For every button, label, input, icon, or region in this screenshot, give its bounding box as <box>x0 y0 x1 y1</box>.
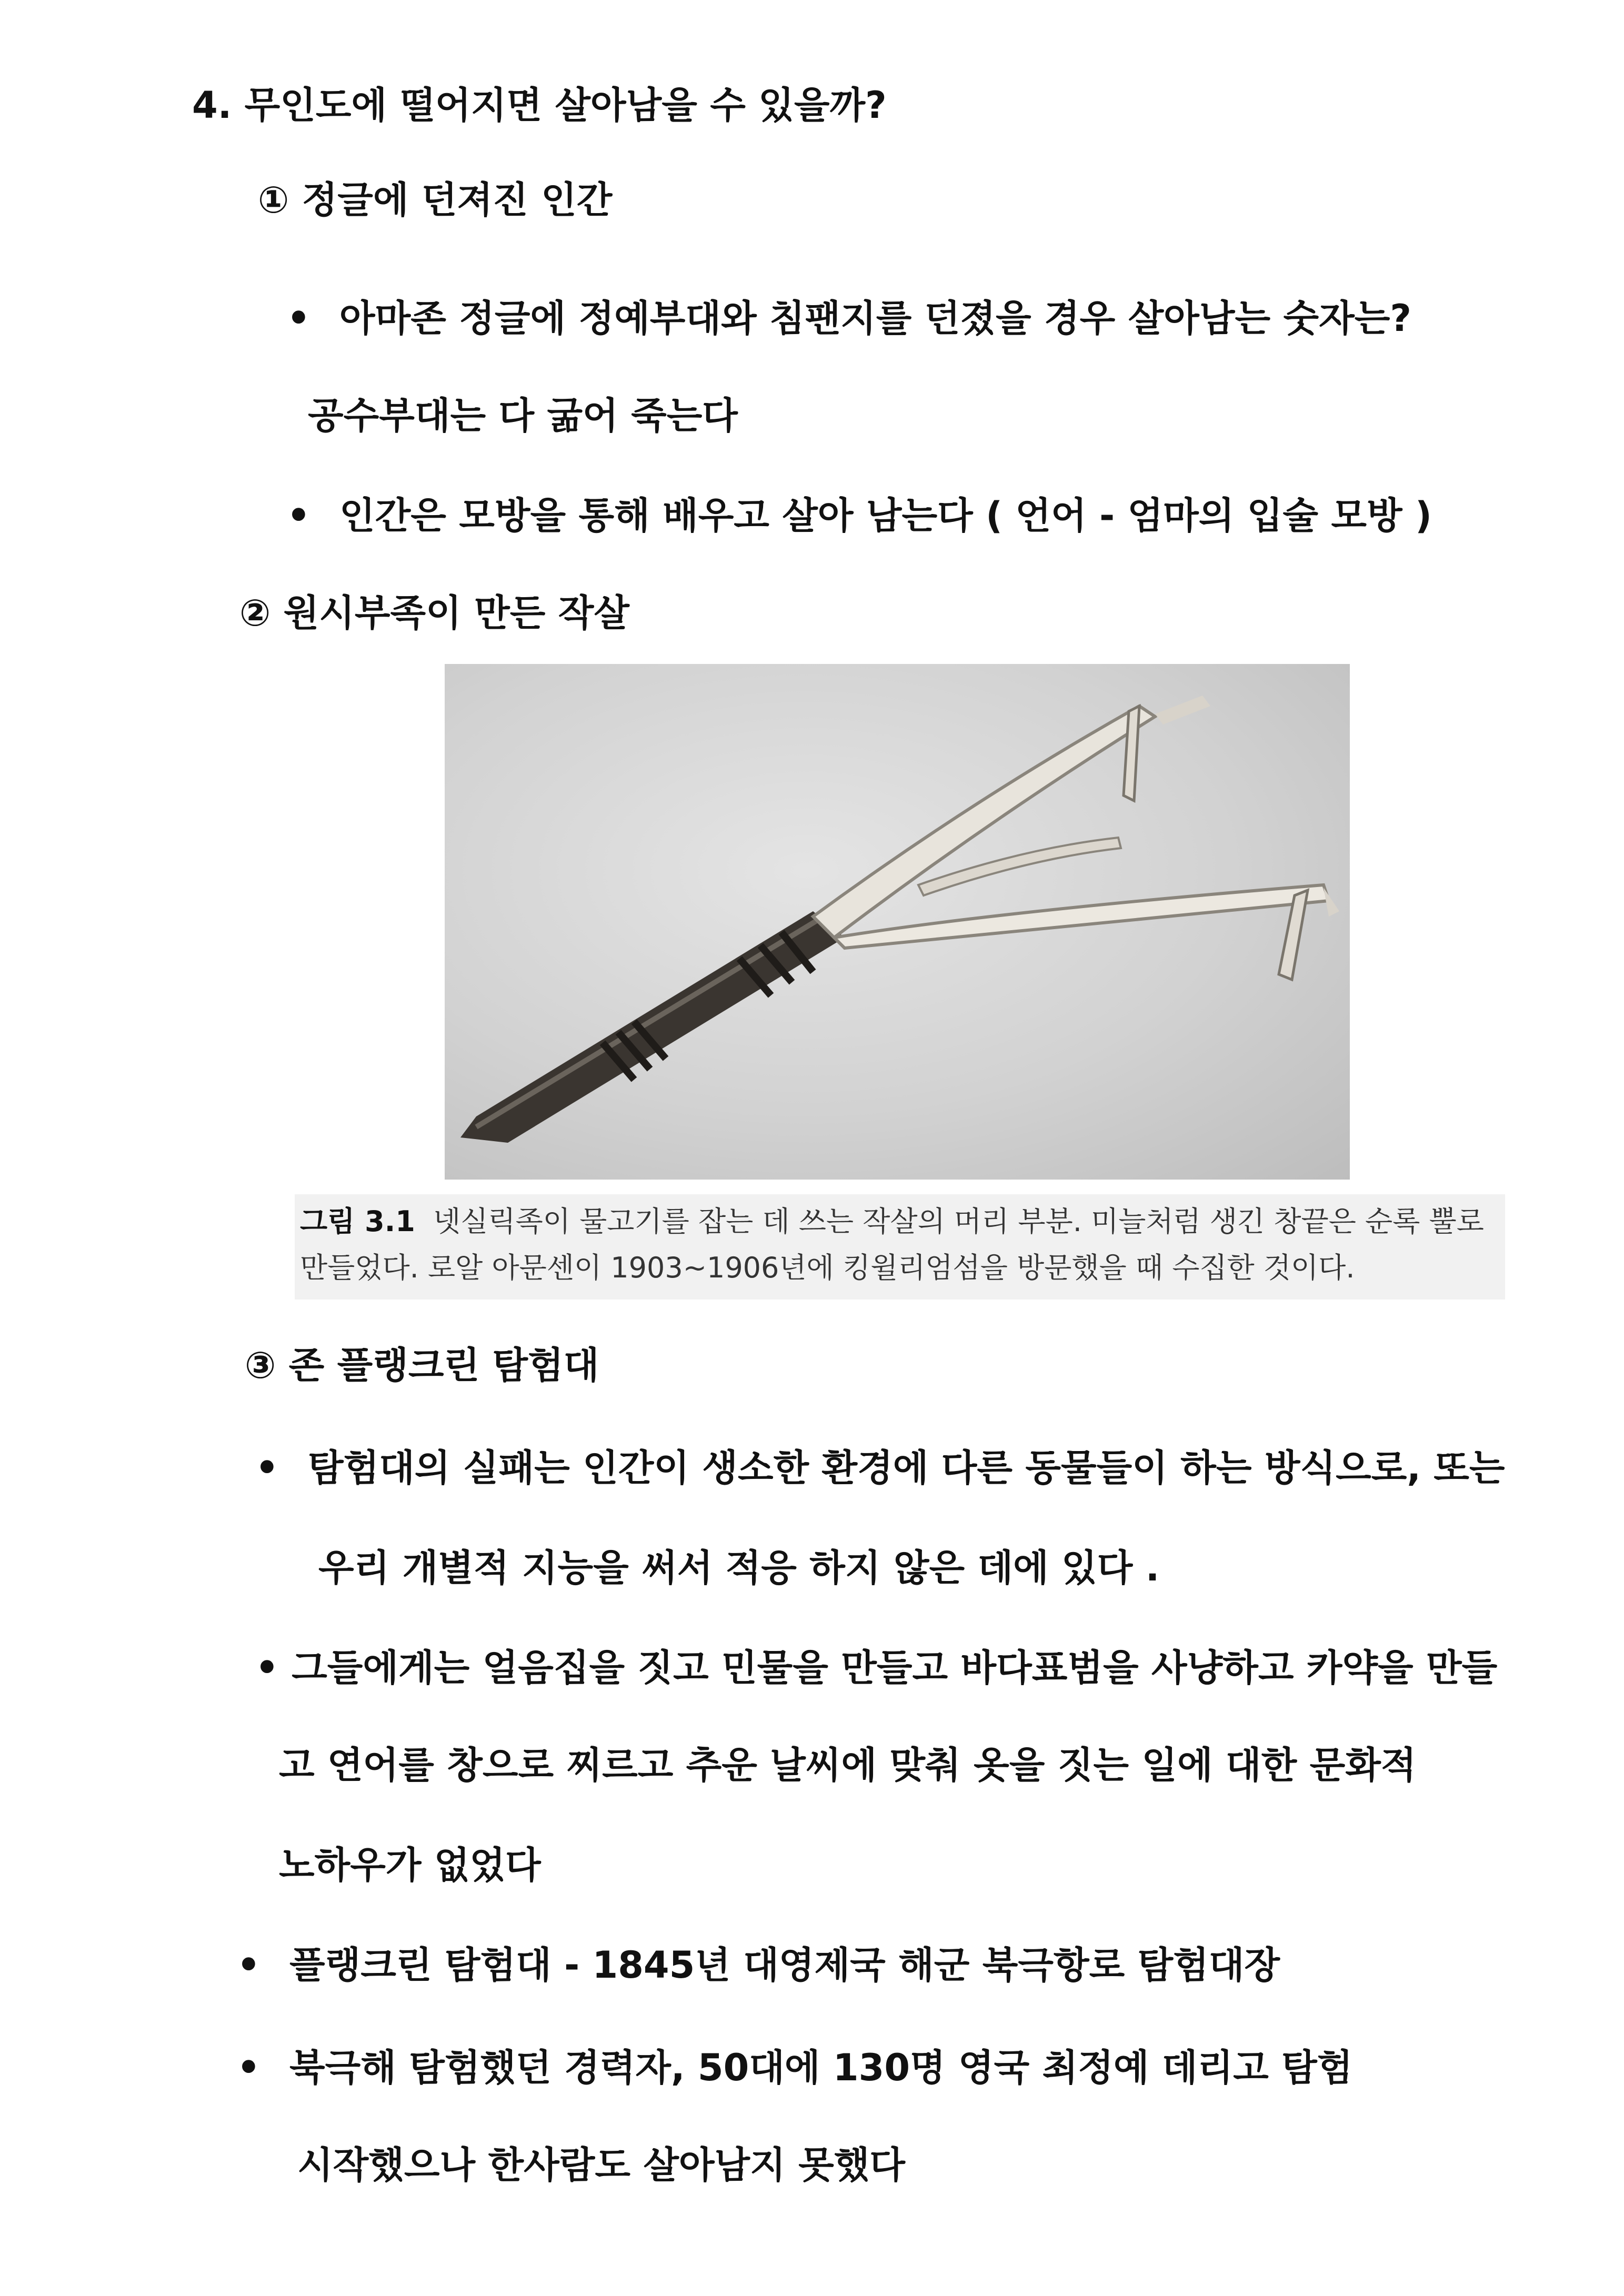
caption-text: 넷실릭족이 물고기를 잡는 데 쓰는 작살의 머리 부분. 미늘처럼 생긴 창끝은 순록 뿔로 <box>433 1205 1484 1238</box>
bullet-text: 북극해 탐험했던 경력자, 50대에 130명 영국 최정예 데리고 탐험 <box>289 2046 1353 2089</box>
bullet-mark: • <box>287 494 310 537</box>
section-2-title: ② 원시부족이 만든 작살 <box>239 591 629 635</box>
figure-caption-line-2: 만들었다. 로알 아문센이 1903~1906년에 킹윌리엄섬을 방문했을 때 수집한 것이다. <box>300 1251 1355 1284</box>
section-3-title: ③ 존 플랭크린 탐험대 <box>245 1344 599 1387</box>
bullet-text: 탐험대의 실패는 인간이 생소한 환경에 다른 동물들이 하는 방식으로, 또는 <box>308 1446 1505 1489</box>
figure-label: 그림 3.1 <box>300 1205 415 1238</box>
bullet-text: 플랭크린 탐험대 - 1845년 대영제국 해군 북극항로 탐험대장 <box>289 1943 1280 1987</box>
section-3-bullet-2: • 그들에게는 얼음집을 짓고 민물을 만들고 바다표범을 사냥하고 카약을 만들 <box>255 1646 1498 1689</box>
section-3-bullet-2-cont-2: 노하우가 없었다 <box>279 1844 541 1887</box>
section-1-title: ① 정글에 던져진 인간 <box>258 178 613 221</box>
section-1-bullet-1 <box>287 295 1411 342</box>
section-1-bullet-2 <box>287 492 1432 539</box>
section-3-bullet-1 <box>255 1444 1505 1492</box>
section-3-bullet-2-cont-1: 고 연어를 창으로 찌르고 추운 날씨에 맞춰 옷을 짓는 일에 대한 문화적 <box>279 1744 1417 1787</box>
section-3-bullet-3 <box>237 1941 1280 1989</box>
bullet-mark: • <box>287 297 310 340</box>
figure-caption-line-1 <box>300 1199 1484 1245</box>
section-3-bullet-4 <box>237 2044 1352 2091</box>
bullet-text: 인간은 모방을 통해 배우고 살아 남는다 ( 언어 - 엄마의 입술 모방 ) <box>339 494 1432 537</box>
bullet-mark: • <box>237 2046 260 2089</box>
heading: 4. 무인도에 떨어지면 살아남을 수 있을까? <box>192 84 887 127</box>
harpoon-photo <box>445 664 1350 1180</box>
bullet-text: 아마존 정글에 정예부대와 침팬지를 던졌을 경우 살아남는 숫자는? <box>339 297 1411 340</box>
bullet-mark: • <box>255 1446 279 1489</box>
section-3-bullet-1-cont: 우리 개별적 지능을 써서 적응 하지 않은 데에 있다 . <box>318 1546 1160 1589</box>
section-1-bullet-1-cont: 공수부대는 다 굶어 죽는다 <box>308 394 738 437</box>
section-3-bullet-4-cont: 시작했으나 한사람도 살아남지 못했다 <box>297 2143 906 2187</box>
harpoon-illustration <box>445 664 1350 1180</box>
bullet-mark: • <box>237 1943 260 1987</box>
